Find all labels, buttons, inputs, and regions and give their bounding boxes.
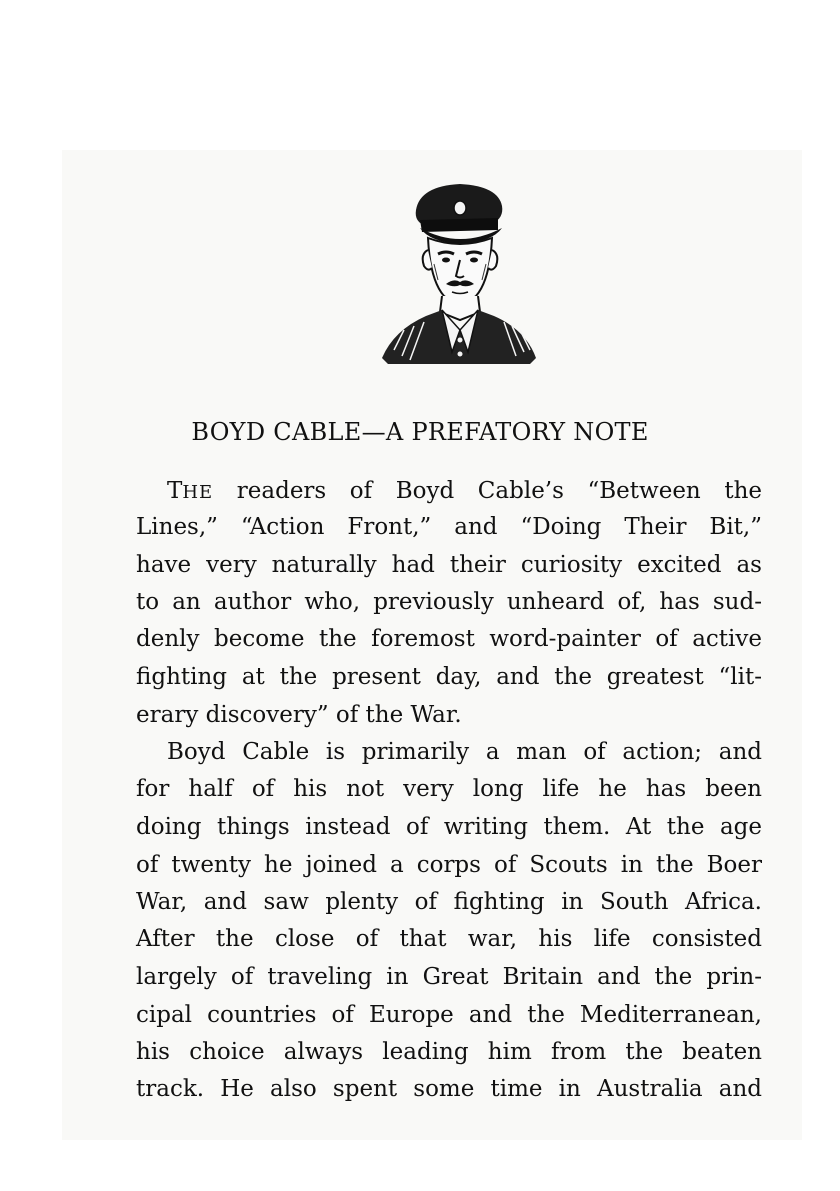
paragraph-2-line-9: his choice always leading him from the beaten [136,1039,762,1065]
paragraph-1-line-6: fighting at the present day, and the greatest “lit- [136,664,762,690]
line-text: readers of Boyd Cable’s “Between the [213,478,762,504]
paragraph-2-line-1: Boyd Cable is primarily a man of action; and [167,739,762,765]
face [428,238,492,302]
page-title: BOYD CABLE—A PREFATORY NOTE [191,418,649,446]
paragraph-2-line-7: largely of traveling in Great Britain and the prin- [136,964,762,990]
paragraph-1-line-2: Lines,” “Action Front,” and “Doing Their Bit,” [136,514,762,540]
paragraph-1-line-1 [167,474,762,508]
paragraph-2-line-5: War, and saw plenty of fighting in South Africa. [136,889,762,915]
cap-band [420,218,498,232]
first-word-small-caps: HE [182,482,214,503]
cap-badge [454,201,466,215]
paragraph-2-line-6: After the close of that war, his life consisted [136,926,762,952]
paragraph-1-line-3: have very naturally had their curiosity excited as [136,552,762,578]
paragraph-2-line-2: for half of his not very long life he has been [136,776,762,802]
paragraph-2-line-8: cipal countries of Europe and the Mediterranean, [136,1002,762,1028]
paragraph-1-line-7: erary discovery” of the War. [136,702,462,728]
paragraph-2-line-10: track. He also spent some time in Australia and [136,1076,762,1102]
paragraph-1-line-5: denly become the foremost word-painter of active [136,626,762,652]
author-portrait-illustration [380,180,538,365]
first-word-cap: T [167,478,183,504]
paragraph-1-line-4: to an author who, previously unheard of, has sud- [136,589,762,615]
paragraph-2-line-4: of twenty he joined a corps of Scouts in the Boer [136,852,762,878]
paragraph-2-line-3: doing things instead of writing them. At the age [136,814,762,840]
